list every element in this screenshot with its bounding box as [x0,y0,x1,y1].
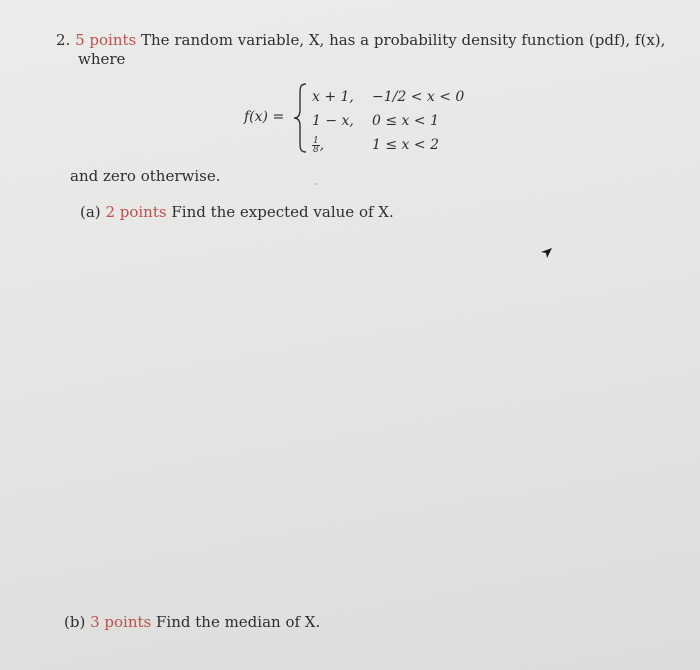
smudge-mark [314,183,317,185]
part-a [80,203,394,221]
piecewise-brace [292,82,310,154]
question-where: where [78,50,126,68]
part-b [64,613,320,631]
mouse-pointer-icon [539,246,553,260]
case-3-condition: 1 ≤ x < 2 [372,137,439,153]
fraction-denominator: 8 [313,144,319,155]
zero-otherwise-text: and zero otherwise. [70,167,221,185]
part-a-points: 2 points [105,203,167,221]
question-points: 5 points [75,31,137,49]
case-1-expression: x + 1, [312,89,354,105]
fraction-numerator: 1 [313,135,319,146]
part-b-label: (b) [64,613,86,631]
one-eighth-fraction [312,137,320,154]
case-1-condition: −1/2 < x < 0 [372,89,465,105]
part-b-points: 3 points [90,613,152,631]
part-a-label: (a) [80,203,101,221]
case-2-expression: 1 − x, [312,113,354,129]
part-a-text: Find the expected value of X. [171,203,394,221]
question-number: 2. [56,31,71,49]
case-3-expression [312,136,324,154]
fraction-comma: , [319,137,325,153]
question-intro: The random variable, X, has a probability density function (pdf), f(x), [141,31,666,49]
question-header [56,30,665,50]
pdf-lhs: f(x) = [244,109,285,125]
part-b-text: Find the median of X. [156,613,321,631]
case-2-condition: 0 ≤ x < 1 [372,113,439,129]
